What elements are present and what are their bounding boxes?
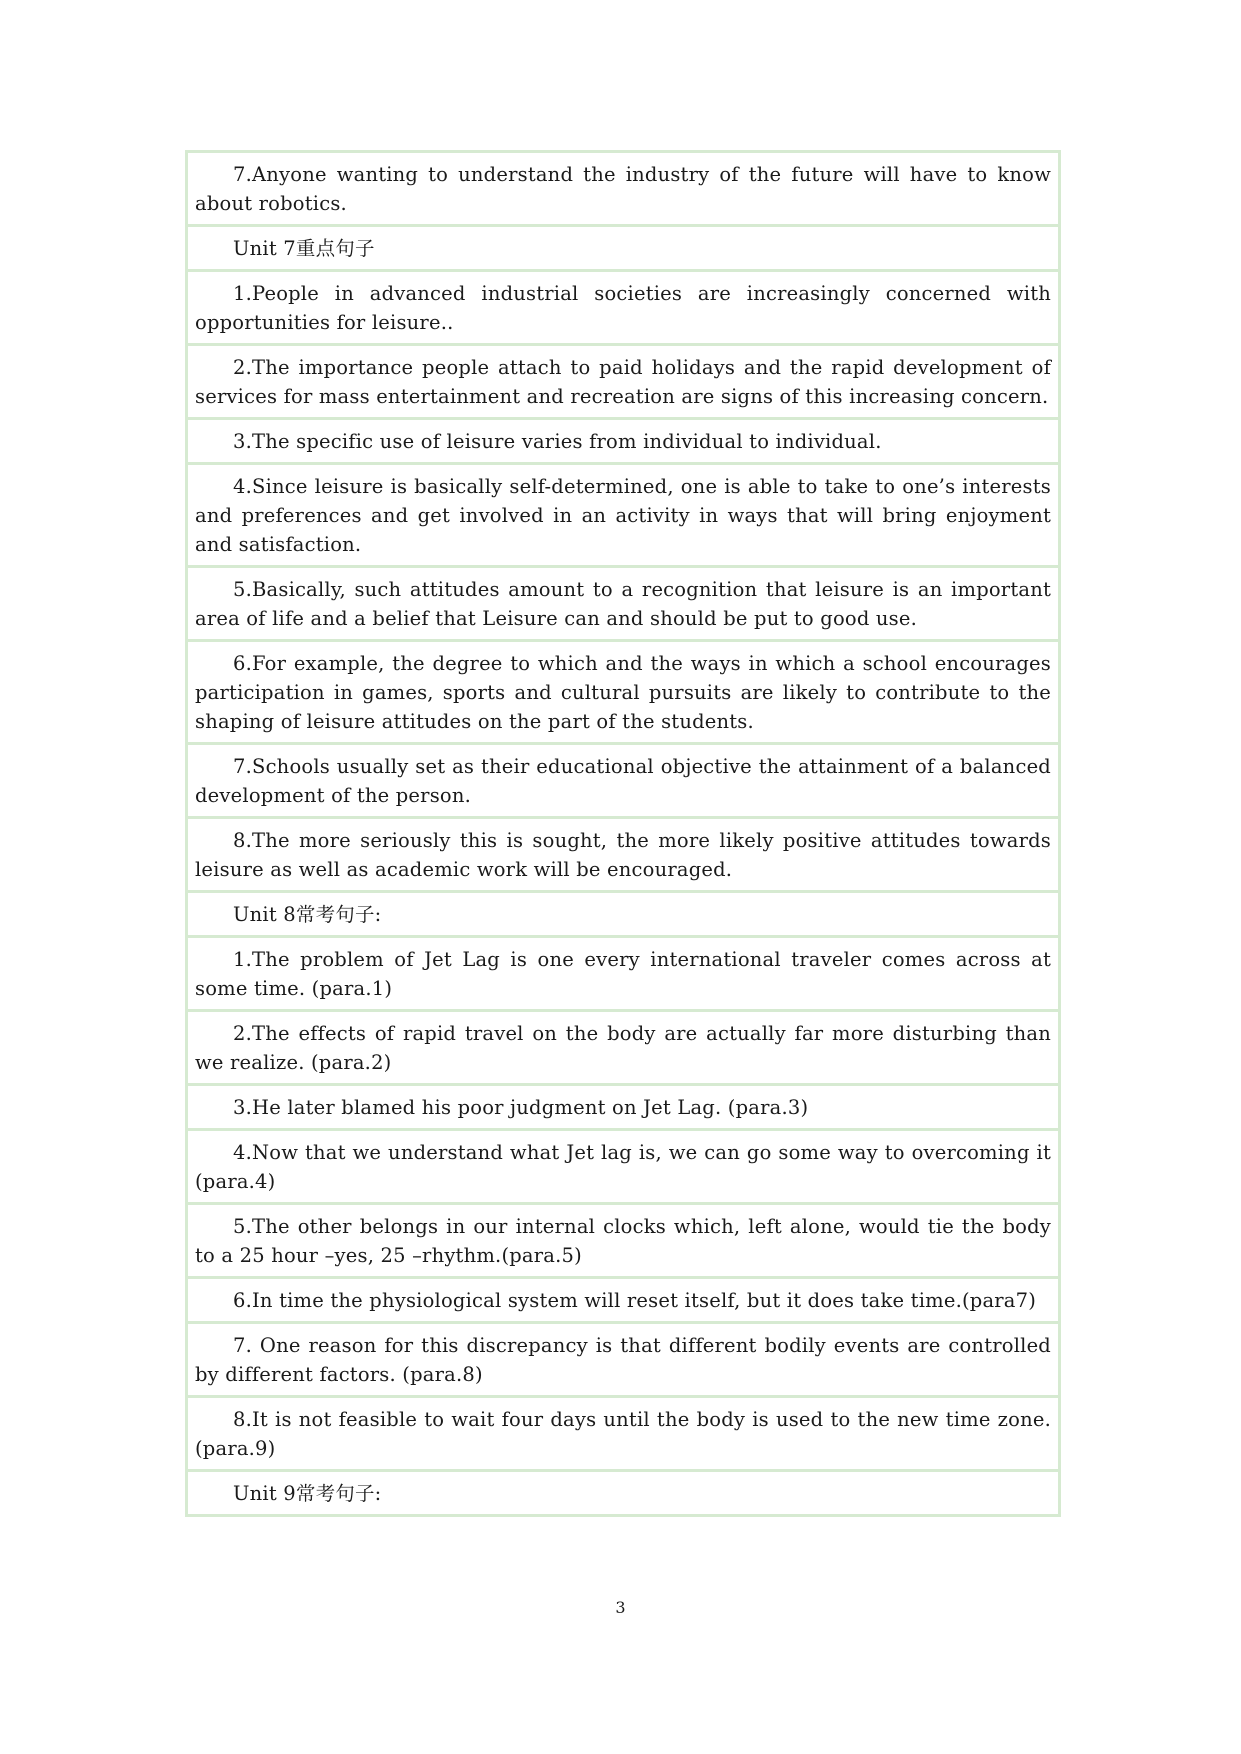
table-row	[187, 744, 1060, 818]
sentence-text: 4.Now that we understand what Jet lag is, we can go some way to overcoming it (para.4)	[195, 1141, 1051, 1193]
sentence-text: 6.For example, the degree to which and the ways in which a school encourages participation in games, sports and cultural pursuits are likely to contribute to the shaping of leisure attitudes on the part of the students.	[195, 652, 1051, 733]
sentence-text: 7. One reason for this discrepancy is that different bodily events are controlled by different factors. (para.8)	[195, 1334, 1051, 1386]
unit-heading-cell	[187, 892, 1060, 937]
table-row	[187, 226, 1060, 271]
sentence-text: 2.The importance people attach to paid holidays and the rapid development of services for mass entertainment and recreation are signs of this increasing concern.	[195, 356, 1051, 408]
sentence-cell	[187, 1204, 1060, 1278]
table-row	[187, 1471, 1060, 1516]
sentence-text: 1.The problem of Jet Lag is one every international traveler comes across at some time. (para.1)	[195, 948, 1051, 1000]
sentence-cell	[187, 419, 1060, 464]
sentence-cell	[187, 744, 1060, 818]
sentence-text: 8.It is not feasible to wait four days until the body is used to the new time zone. (para.9)	[195, 1408, 1051, 1460]
sentence-text: 2.The effects of rapid travel on the body are actually far more disturbing than we realize. (para.2)	[195, 1022, 1051, 1074]
table-row	[187, 152, 1060, 226]
sentence-cell	[187, 1278, 1060, 1323]
table-row	[187, 419, 1060, 464]
unit-heading-cell	[187, 1471, 1060, 1516]
unit-heading: Unit 8常考句子:	[233, 903, 382, 926]
sentence-cell	[187, 345, 1060, 419]
table-row	[187, 937, 1060, 1011]
table-row	[187, 1085, 1060, 1130]
sentence-text: 1.People in advanced industrial societies are increasingly concerned with opportunities for leisure..	[195, 282, 1051, 334]
sentence-cell	[187, 464, 1060, 567]
sentence-cell	[187, 567, 1060, 641]
table-row	[187, 1278, 1060, 1323]
unit-heading: Unit 7重点句子	[233, 237, 375, 260]
sentence-cell	[187, 152, 1060, 226]
sentence-table	[185, 150, 1061, 1517]
sentence-cell	[187, 1085, 1060, 1130]
sentence-text: 3.He later blamed his poor judgment on Jet Lag. (para.3)	[233, 1096, 809, 1119]
sentence-cell	[187, 1397, 1060, 1471]
table-row	[187, 1130, 1060, 1204]
sentence-text: 8.The more seriously this is sought, the more likely positive attitudes towards leisure as well as academic work will be encouraged.	[195, 829, 1051, 881]
sentence-cell	[187, 1323, 1060, 1397]
sentence-cell	[187, 641, 1060, 744]
sentence-text: 6.In time the physiological system will reset itself, but it does take time.(para7)	[233, 1289, 1037, 1312]
sentence-text: 7.Schools usually set as their educational objective the attainment of a balanced development of the person.	[195, 755, 1051, 807]
table-row	[187, 1323, 1060, 1397]
sentence-text: 7.Anyone wanting to understand the industry of the future will have to know about robotics.	[195, 163, 1051, 215]
sentence-text: 4.Since leisure is basically self-determined, one is able to take to one’s interests and preferences and get involved in an activity in ways that will bring enjoyment and satisfaction.	[195, 475, 1051, 556]
table-row	[187, 1011, 1060, 1085]
table-row	[187, 345, 1060, 419]
table-row	[187, 818, 1060, 892]
unit-heading: Unit 9常考句子:	[233, 1482, 382, 1505]
sentence-cell	[187, 1130, 1060, 1204]
table-row	[187, 1397, 1060, 1471]
sentence-cell	[187, 937, 1060, 1011]
sentence-cell	[187, 271, 1060, 345]
sentence-text: 3.The specific use of leisure varies from individual to individual.	[233, 430, 882, 453]
sentence-text: 5.The other belongs in our internal clocks which, left alone, would tie the body to a 25 hour –yes, 25 –rhythm.(para.5)	[195, 1215, 1051, 1267]
table-row	[187, 1204, 1060, 1278]
sentence-cell	[187, 818, 1060, 892]
table-row	[187, 271, 1060, 345]
table-row	[187, 567, 1060, 641]
table-row	[187, 464, 1060, 567]
sentence-cell	[187, 1011, 1060, 1085]
table-row	[187, 892, 1060, 937]
sentence-text: 5.Basically, such attitudes amount to a recognition that leisure is an important area of life and a belief that Leisure can and should be put to good use.	[195, 578, 1051, 630]
table-row	[187, 641, 1060, 744]
unit-heading-cell	[187, 226, 1060, 271]
page-number: 3	[615, 1598, 626, 1617]
